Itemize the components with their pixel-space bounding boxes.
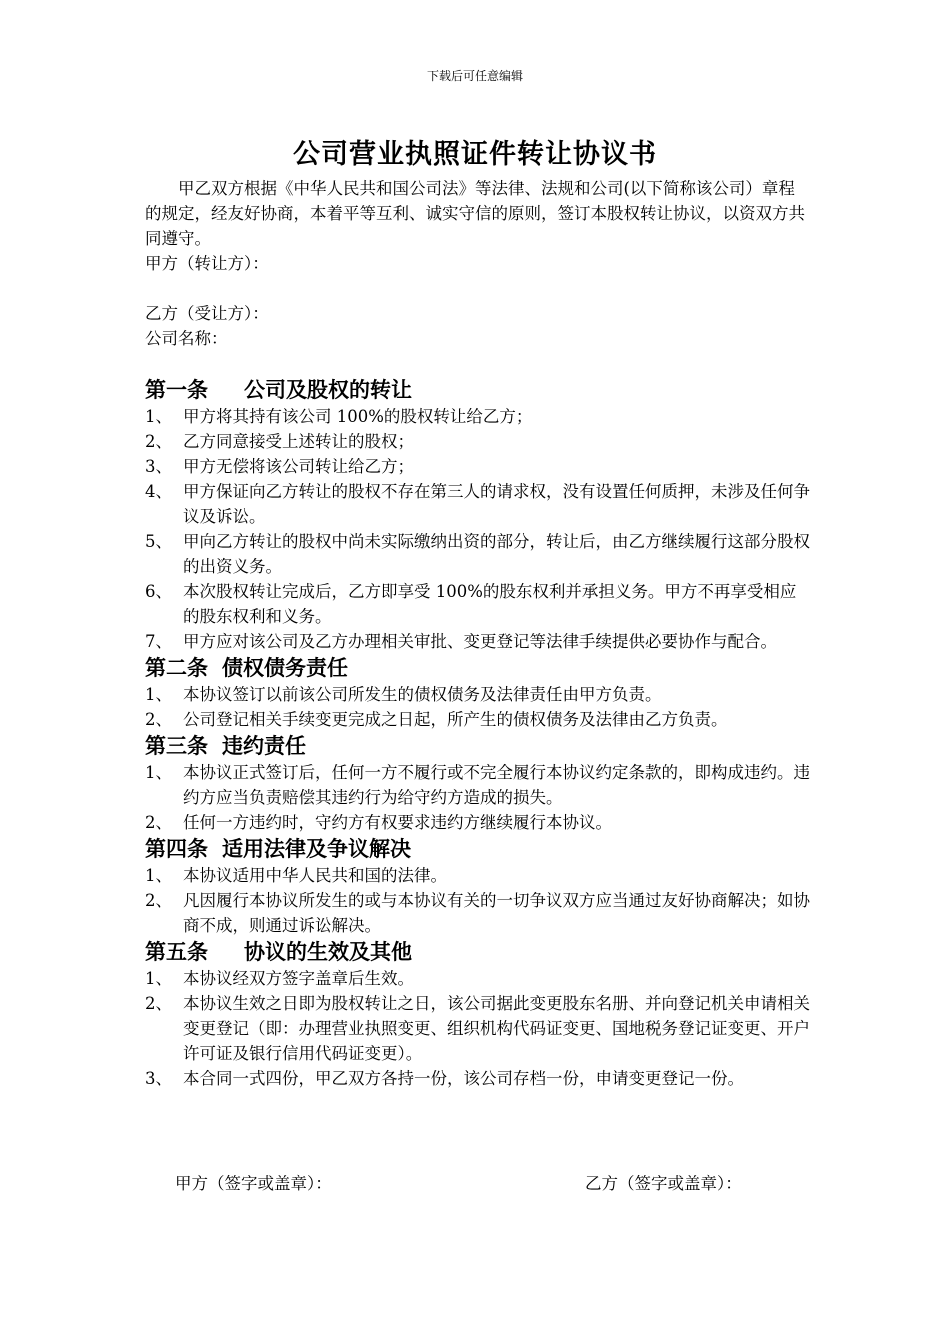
- party-b-signature-label: 乙方（签字或盖章）：: [585, 1174, 742, 1193]
- party-b-line: 乙方（受让方）：: [145, 304, 269, 323]
- article-heading: [145, 732, 810, 760]
- article-title: 协议的生效及其他: [244, 939, 412, 964]
- item-number: 7、: [145, 632, 172, 651]
- item-text: 甲方将其持有该公司 100%的股权转让给乙方；: [183, 407, 533, 426]
- item-number: 6、: [145, 582, 172, 601]
- list-item: [145, 991, 810, 1066]
- item-number: 1、: [145, 866, 172, 885]
- list-item: [145, 810, 810, 835]
- item-text: 本协议生效之日即为股权转让之日，该公司据此变更股东名册、并向登记机关申请相关变更登记（即：办理营业执照变更、组织机构代码证变更、国地税务登记证变更、开户许可证及银行信用代码证变更）。: [183, 994, 810, 1063]
- intro-paragraph: 甲乙双方根据《中华人民共和国公司法》等法律、法规和公司(以下简称该公司）章程的规定，经友好协商，本着平等互利、诚实守信的原则，签订本股权转让协议，以资双方共同遵守。: [145, 179, 805, 248]
- item-text: 甲向乙方转让的股权中尚未实际缴纳出资的部分，转让后，由乙方继续履行这部分股权的出资义务。: [183, 532, 810, 576]
- list-item: [145, 707, 810, 732]
- list-item: [145, 579, 810, 629]
- blank-line: [145, 351, 810, 376]
- item-text: 甲方应对该公司及乙方办理相关审批、变更登记等法律手续提供必要协作与配合。: [183, 632, 777, 651]
- list-item: [145, 682, 810, 707]
- item-text: 甲方保证向乙方转让的股权不存在第三人的请求权，没有设置任何质押，未涉及任何争议及诉讼。: [183, 482, 810, 526]
- article-1: [145, 376, 810, 654]
- item-number: 2、: [145, 432, 172, 451]
- item-text: 本协议经双方签字盖章后生效。: [183, 969, 414, 988]
- list-item: [145, 629, 810, 654]
- item-text: 本协议正式签订后，任何一方不履行或不完全履行本协议约定条款的，即构成违约。违约方应当负责赔偿其违约行为给守约方造成的损失。: [183, 763, 810, 807]
- list-item: [145, 966, 810, 991]
- article-number: 第四条: [145, 836, 208, 861]
- item-text: 本合同一式四份，甲乙双方各持一份，该公司存档一份，申请变更登记一份。: [183, 1069, 744, 1088]
- document-body: [145, 176, 810, 1091]
- item-number: 2、: [145, 994, 172, 1013]
- party-a-signature-label: 甲方（签字或盖章）：: [175, 1174, 332, 1193]
- item-number: 1、: [145, 685, 172, 704]
- list-item: [145, 479, 810, 529]
- item-text: 乙方同意接受上述转让的股权；: [183, 432, 414, 451]
- item-number: 1、: [145, 763, 172, 782]
- item-text: 本协议签订以前该公司所发生的债权债务及法律责任由甲方负责。: [183, 685, 662, 704]
- list-item: [145, 429, 810, 454]
- item-text: 公司登记相关手续变更完成之日起，所产生的债权债务及法律由乙方负责。: [183, 710, 728, 729]
- item-text: 本协议适用中华人民共和国的法律。: [183, 866, 447, 885]
- article-heading: [145, 376, 810, 404]
- blank-line: [145, 276, 810, 301]
- list-item: [145, 863, 810, 888]
- article-number: 第二条: [145, 655, 208, 680]
- article-3: [145, 732, 810, 835]
- article-title: 违约责任: [222, 733, 306, 758]
- item-number: 3、: [145, 457, 172, 476]
- item-text: 甲方无偿将该公司转让给乙方；: [183, 457, 414, 476]
- document-title: 公司营业执照证件转让协议书: [293, 139, 657, 170]
- article-number: 第三条: [145, 733, 208, 758]
- list-item: [145, 454, 810, 479]
- item-number: 1、: [145, 969, 172, 988]
- article-heading: [145, 835, 810, 863]
- item-number: 4、: [145, 482, 172, 501]
- party-a-line: 甲方（转让方）：: [145, 254, 269, 273]
- company-name-line: 公司名称：: [145, 329, 228, 348]
- item-number: 2、: [145, 813, 172, 832]
- list-item: [145, 1066, 810, 1091]
- header-note: 下载后可任意编辑: [426, 69, 523, 83]
- list-item: [145, 529, 810, 579]
- list-item: [145, 888, 810, 938]
- list-item: [145, 760, 810, 810]
- article-title: 公司及股权的转让: [244, 377, 412, 402]
- article-number: 第五条: [145, 939, 208, 964]
- item-text: 凡因履行本协议所发生的或与本协议有关的一切争议双方应当通过友好协商解决；如协商不成，则通过诉讼解决。: [183, 891, 810, 935]
- item-number: 3、: [145, 1069, 172, 1088]
- article-heading: [145, 938, 810, 966]
- article-heading: [145, 654, 810, 682]
- article-5: [145, 938, 810, 1091]
- article-title: 债权债务责任: [222, 655, 348, 680]
- article-2: [145, 654, 810, 732]
- item-number: 5、: [145, 532, 172, 551]
- item-number: 2、: [145, 710, 172, 729]
- item-number: 1、: [145, 407, 172, 426]
- item-text: 任何一方违约时，守约方有权要求违约方继续履行本协议。: [183, 813, 612, 832]
- article-number: 第一条: [145, 377, 208, 402]
- article-title: 适用法律及争议解决: [222, 836, 411, 861]
- article-4: [145, 835, 810, 938]
- item-text: 本次股权转让完成后，乙方即享受 100%的股东权利并承担义务。甲方不再享受相应的股东权利和义务。: [183, 582, 797, 626]
- item-number: 2、: [145, 891, 172, 910]
- list-item: [145, 404, 810, 429]
